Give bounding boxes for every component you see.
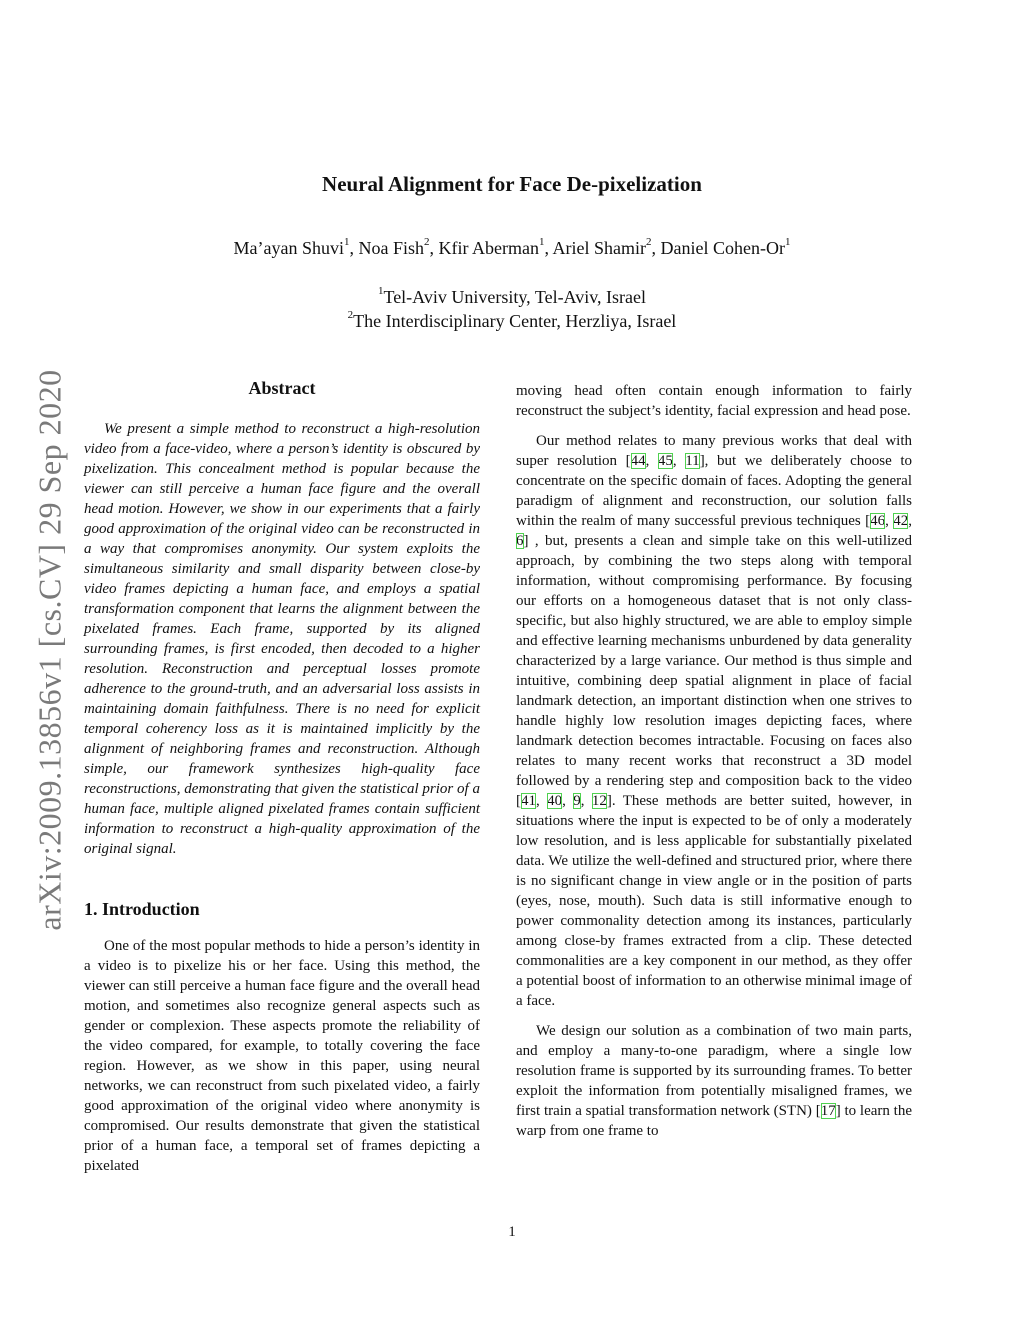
author-name: Daniel Cohen-Or bbox=[660, 238, 785, 258]
section-heading-introduction: 1. Introduction bbox=[84, 899, 200, 919]
arxiv-identifier-text: arXiv:2009.13856v1 [cs.CV] 29 Sep 2020 bbox=[31, 369, 68, 931]
method-overview-paragraph bbox=[516, 1021, 912, 1141]
abstract-heading: Abstract bbox=[248, 378, 316, 398]
citation-link[interactable]: 9 bbox=[573, 793, 581, 809]
citation-link[interactable]: 45 bbox=[657, 453, 673, 469]
author-list: Ma’ayan Shuvi$^1$, Noa Fish$^2$, Kfir Aberman$^1$, Ariel Shamir$^2$, Daniel Cohen-Or$^1$ bbox=[233, 236, 791, 258]
citation-link[interactable]: 46 bbox=[870, 513, 886, 529]
citation-link[interactable]: 17 bbox=[820, 1103, 836, 1119]
citation-link[interactable]: 12 bbox=[591, 793, 607, 809]
text-run: ]. These methods are better suited, however, in situations where the input is expected to be of only a moderately low resolution, and is less applicable for substantially pixelated data. We utilize the well-defined and structured prior, where there is no significant change in view angle or in the position of parts (eyes, nose, mouth). Such data is still informative enough to power commonality detection among its instances, particularly among close-by frames extracted from a clip. These detected commonalities are a key component in our method, as they offer a potential boost of information to an otherwise minimal image of a face. bbox=[516, 793, 913, 1009]
text-run: ] to learn the warp from one frame to bbox=[516, 1103, 913, 1139]
author-affiliation-mark: 1 bbox=[539, 236, 545, 248]
author-affiliation-mark: 1 bbox=[344, 236, 350, 248]
author-affiliation-mark: 2 bbox=[424, 236, 430, 248]
related-work-paragraph: Our method relates to many previous works that deal with super resolution [44, 45, 11], but we deliberately choose to concentrate on the specific domain of faces. Adopting the general paradigm of alignment and reconstruction, our solution falls within the realm of many successful previous techniques [46, 42, 6] , but, presents a clean and simple take on this well-utilized approach, by combining the two steps along with temporal information, without compromising performance. By focusing our efforts on a homogeneous dataset that is not only class-specific, but also highly structured, we are able to employ simple and effective learning mechanisms unburdened by data generality characterized by a large variance. Our method is thus simple and intuitive, combining deep spatial alignment in place of facial landmark detection, an important distinction when one strives to handle highly low resolution images depicting faces, where landmark detection becomes intractable. Focusing on faces also relates to many recent works that reconstruct a 3D model followed by a rendering step and composition back to the video [41, 40, 9, 12]. These methods are better suited, however, in situations where the input is expected to be of only a moderately low resolution, and is less applicable for substantially pixelated data. We utilize the well-defined and structured prior, where there is no significant change in view angle or in the position of parts (eyes, nose, mouth). Such data is still informative enough to power commonality detection among its instances, particularly among close-by frames extracted from a clip. These detected commonalities are a key component in our method, as they offer a potential boost of information to an otherwise minimal image of a face. bbox=[516, 433, 913, 1009]
citation-link[interactable]: 41 bbox=[521, 793, 536, 809]
affiliation-number: 2 bbox=[347, 309, 354, 321]
affiliation bbox=[0, 287, 1024, 308]
citation-link[interactable]: 42 bbox=[893, 513, 909, 529]
citation-link[interactable]: 6 bbox=[516, 533, 524, 549]
text-run: ], but we deliberately choose to concentrate on the specific domain of faces. Adopting the general paradigm of alignment and reconstruction, our solution falls within the realm of many successful previous techniques [ bbox=[516, 453, 913, 529]
author-name: Kfir Aberman bbox=[438, 238, 539, 258]
page-number: 1 bbox=[508, 1224, 516, 1240]
affiliation-text: Tel-Aviv University, Tel-Aviv, Israel bbox=[383, 287, 647, 307]
text-run: Our method relates to many previous works that deal with super resolution [ bbox=[516, 433, 912, 469]
citation-link[interactable]: 44 bbox=[630, 453, 646, 469]
citation-link[interactable]: 11 bbox=[685, 453, 700, 469]
abstract-text: We present a simple method to reconstruct a high-resolution video from a face-video, where a person’s identity is obscured by pixelization. This concealment method is popular because the viewer can still perceive a human face figure and the overall head motion. However, we show in our experiments that a fairly good approximation of the original video can be reconstructed in a way that compromises anonymity. Our system exploits the simultaneous similarity and small disparity between close-by video frames depicting a human face, and employs a spatial transformation component that learns the alignment between the pixelated frames. Each frame, supported by its aligned surrounding frames, is first encoded, then decoded to a higher resolution. Reconstruction and perceptual losses promote adherence to the ground-truth, and an adversarial loss assists in maintaining domain faithfulness. There is no need for explicit temporal coherency loss as it is maintained implicitly by the alignment of neighboring frames and reconstruction. Although simple, our framework synthesizes high-quality face reconstructions, demonstrating that given the statistical prior of a human face, multiple aligned pixelated frames contain sufficient information to reconstruct a high-quality approximation of the original signal. bbox=[84, 421, 480, 857]
affiliation-number: 1 bbox=[377, 285, 384, 297]
author-name: Ma’ayan Shuvi bbox=[233, 238, 345, 258]
citation-link[interactable]: 40 bbox=[547, 793, 563, 809]
paper-title: Neural Alignment for Face De-pixelization bbox=[322, 172, 702, 196]
author-name: Noa Fish bbox=[358, 238, 425, 258]
author-affiliation-mark: 1 bbox=[784, 236, 791, 248]
text-run: ] , but, presents a clean and simple take on this well-utilized approach, by combining the two steps along with temporal information, without compromising performance. By focusing our efforts on a homogeneous dataset that is not only class-specific, but also highly structured, we are able to employ simple and effective learning mechanisms unburdened by data generality characterized by a large variance. Our method is thus simple and intuitive, combining deep spatial alignment in place of facial landmark detection, an important distinction when one strives to handle highly low resolution images depicting faces, where landmark detection becomes intractable. Focusing on faces also relates to many recent works that reconstruct a 3D model followed by a rendering step and composition back to the video [ bbox=[516, 533, 912, 809]
introduction-paragraph: One of the most popular methods to hide a person’s identity in a video is to pixelize his or her face. Using this method, the viewer can still perceive a human face figure and the overall head motion, and sometimes also recognize general aspects such as gender or complexion. These aspects promote the reliability of the video compared, for example, to totally covering the face region. However, as we show in this paper, using neural networks, we can reconstruct from such pixelated video, a fairly good approximation of the original video where anonymity is compromised. Our results demonstrate that given the statistical prior of a human face, a temporal set of frames depicting a pixelated bbox=[84, 938, 480, 1174]
author-name: Ariel Shamir bbox=[552, 238, 646, 258]
author-affiliation-mark: 2 bbox=[646, 236, 652, 248]
right-column bbox=[516, 381, 912, 1151]
left-column bbox=[84, 378, 480, 1186]
affiliation bbox=[0, 311, 1024, 332]
text-run: We design our solution as a combination of two main parts, and employ a many-to-one paradigm, where a single low resolution frame is supported by its surrounding frames. To better exploit the information from potentially misaligned frames, we first train a spatial transformation network (STN) [ bbox=[516, 1023, 912, 1119]
continued-paragraph: moving head often contain enough information to fairly reconstruct the subject’s identity, facial expression and head pose. bbox=[516, 383, 912, 419]
affiliation-text: The Interdisciplinary Center, Herzliya, Israel bbox=[353, 311, 677, 331]
